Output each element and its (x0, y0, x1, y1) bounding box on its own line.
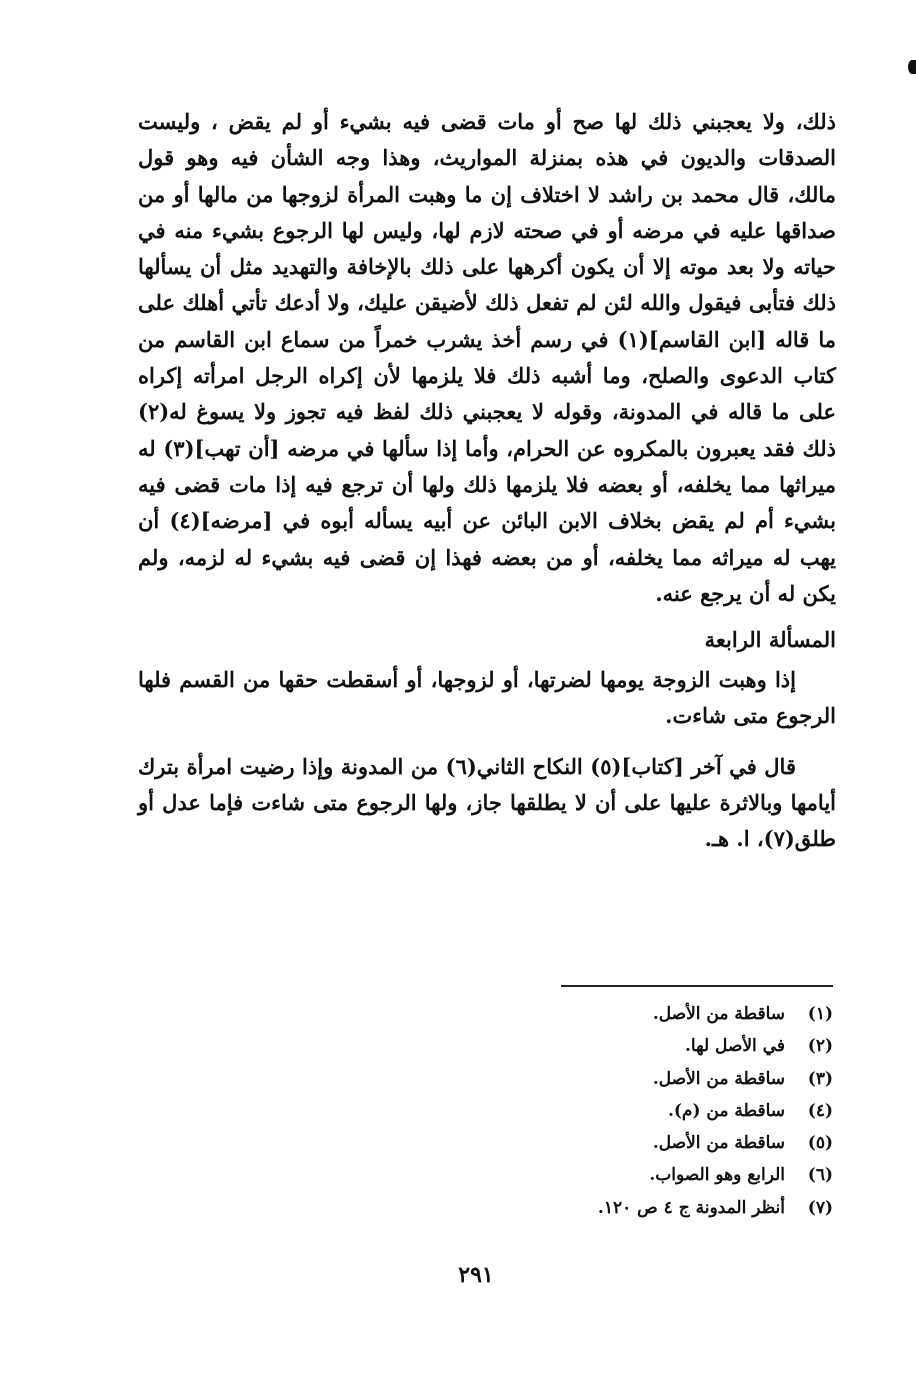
footnote-item (440, 1095, 833, 1127)
footnote-number: (٦) (807, 1165, 833, 1186)
footnote-divider (561, 985, 833, 987)
footnote-text: ساقطة من الأصل. (652, 1004, 785, 1024)
footnote-item (440, 1030, 833, 1062)
footnote-number: (٥) (807, 1133, 833, 1154)
footnote-item (440, 1127, 833, 1159)
section-heading: المسألة الرابعة (704, 627, 836, 653)
paragraph-1: ذلك، ولا يعجبني ذلك لها صح أو مات قضى فيه بشيء أو لم يقض ، وليست الصدقات والديون في هذه بمنزلة المواريث، وهذا وجه الشأن فيه وهو قول مالك، قال محمد بن راشد لا اختلاف إن ما وهبت المرأة لزوجها من مالها أو من صداقها عليه في مرضه أو في صحته لازم لها، وليس لها الرجوع بشيء منه في حياته ولا بعد موته إلا أن يكون أكرهها على ذلك بالإخافة والتهديد مثل أن يسألها ذلك فتأبى فيقول والله لئن لم تفعل ذلك لأضيقن عليك، ولا أدعك تأتي أهلك على ما قاله [ابن القاسم](١) في رسم أخذ يشرب خمراً من سماع ابن القاسم من كتاب الدعوى والصلح، وما أشبه ذلك فلا يلزمها لأن إكراه الرجل امرأته إكراه على ما قاله في المدونة، وقوله لا يعجبني ذلك لفظ فيه تجوز ولا يسوغ له(٢) ذلك فقد يعبرون بالمكروه عن الحرام، وأما إذا سألها في مرضه [أن تهب](٣) له ميراثها مما يخلفه، أو بعضه فلا يلزمها ذلك ولها أن ترجع فيه إذا مات قضى فيه بشيء أم لم يقض بخلاف الابن البائن عن أبيه يسأله أبوه في [مرضه](٤) أن يهب له ميراثه مما يخلفه، أو من بعضه فهذا إن قضى فيه بشيء له لزمه، ولم يكن له أن يرجع عنه. (138, 109, 836, 606)
margin-mark (908, 60, 916, 74)
footnote-text: الرابع وهو الصواب. (649, 1165, 785, 1186)
footnote-text: في الأصل لها. (685, 1036, 785, 1057)
footnote-number: (١) (807, 1004, 833, 1024)
paragraph-2: إذا وهبت الزوجة يومها لضرتها، أو لزوجها، أو أسقطت حقها من القسم فلها الرجوع متى شاءت. (138, 667, 836, 729)
footnote-item (440, 1192, 833, 1224)
footnote-number: (٤) (807, 1100, 833, 1121)
main-text (138, 104, 836, 858)
footnote-item (440, 1063, 833, 1095)
footnote-number: (٣) (807, 1068, 833, 1089)
footnote-number: (٧) (807, 1197, 833, 1218)
footnote-item (440, 998, 833, 1030)
footnote-number: (٢) (807, 1036, 833, 1057)
footnote-text: ساقطة من الأصل. (652, 1133, 785, 1154)
page-number: ٢٩١ (458, 1262, 494, 1288)
footnote-text: أنظر المدونة ج ٤ ص ١٢٠. (597, 1197, 785, 1218)
footnotes-list (440, 998, 833, 1224)
footnote-text: ساقطة من الأصل. (652, 1068, 785, 1089)
paragraph-3: قال في آخر [كتاب](٥) النكاح الثاني(٦) من المدونة وإذا رضيت امرأة بترك أيامها وبالاثرة عليها على أن لا يطلقها جاز، ولها الرجوع متى شاءت فإما عدل أو طلق(٧)، ا. هـ. (138, 753, 836, 852)
footnote-text: ساقطة من (م). (667, 1100, 785, 1121)
footnote-item (440, 1159, 833, 1191)
